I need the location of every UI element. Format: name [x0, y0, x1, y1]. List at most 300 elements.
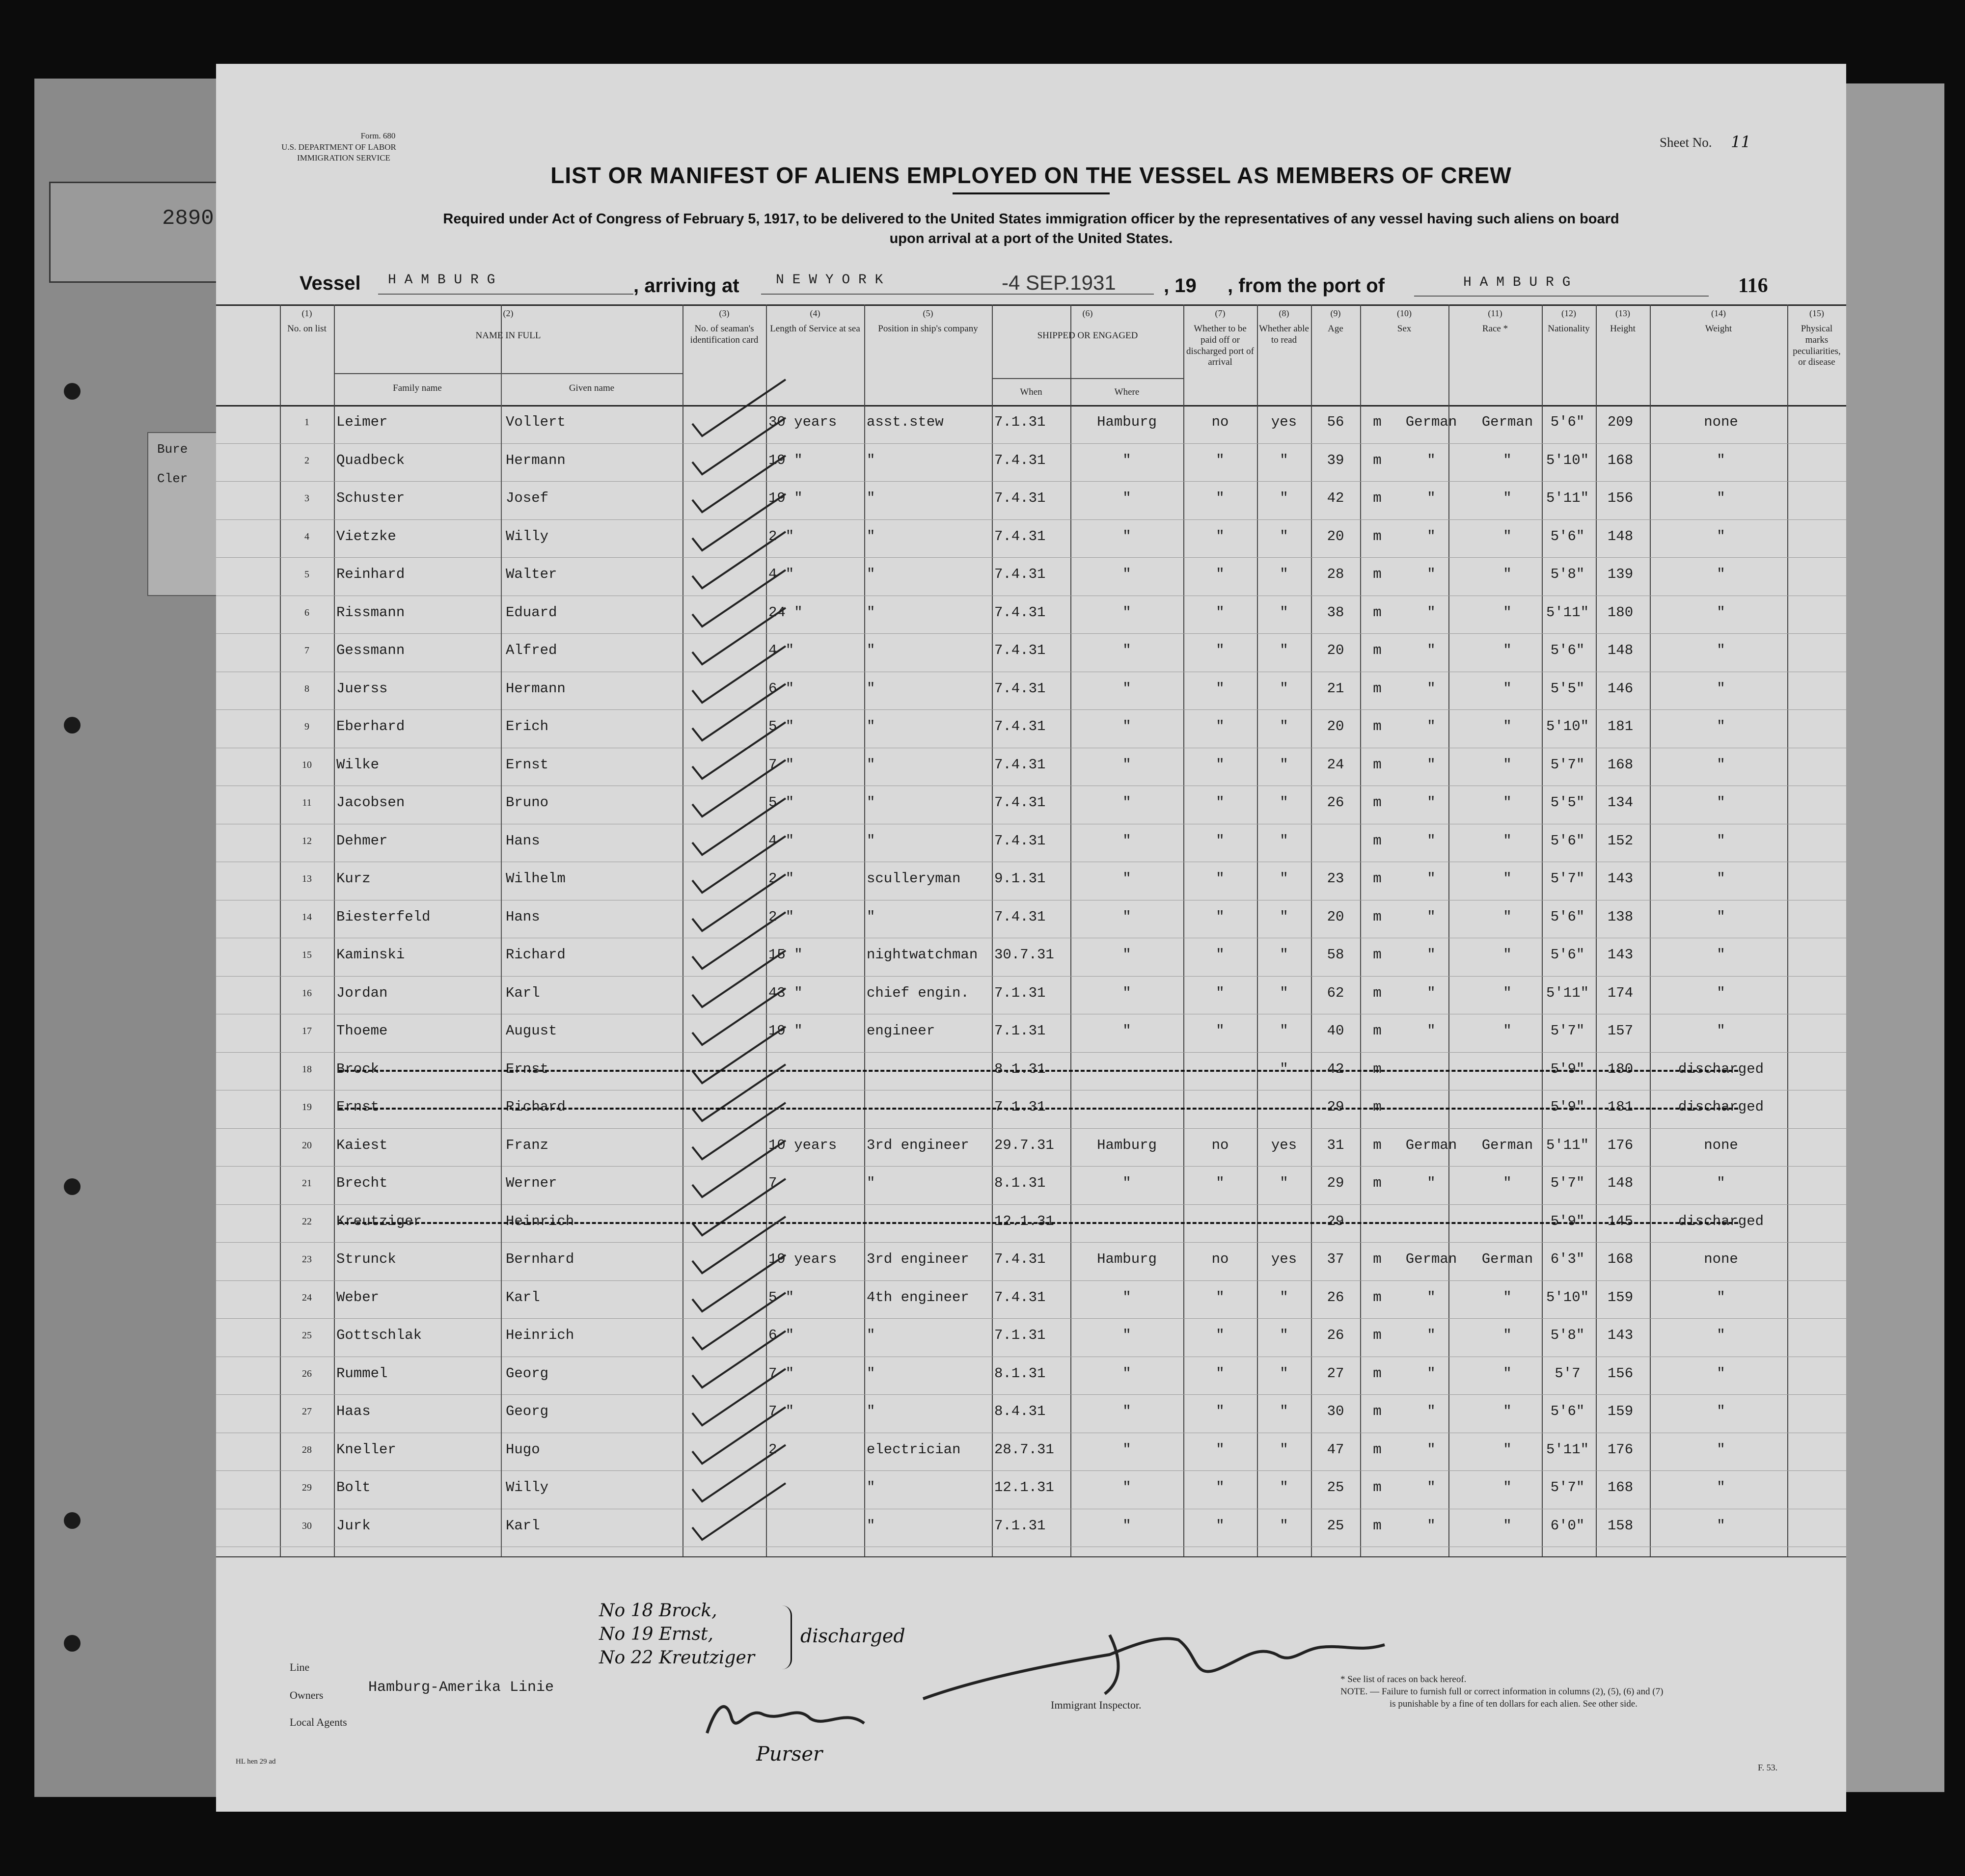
given-name: Hermann	[506, 680, 566, 697]
physical-marks: "	[1717, 1175, 1725, 1191]
able-to-read: "	[1280, 984, 1288, 1001]
service-length: 4 "	[768, 566, 794, 582]
nationality: "	[1503, 832, 1512, 849]
table-row	[216, 604, 1846, 634]
column-label: No. on list	[287, 324, 327, 334]
age: 42	[1327, 490, 1344, 506]
sex: m	[1373, 1289, 1382, 1305]
shipped-when: 30.7.31	[994, 947, 1054, 963]
height: 6'3"	[1550, 1251, 1585, 1267]
race: "	[1427, 718, 1436, 734]
handwritten-note-1: No 18 Brock,	[599, 1601, 717, 1621]
family-name: Strunck	[336, 1251, 396, 1267]
service-length: 6 "	[768, 1327, 794, 1343]
rownum: 3	[304, 493, 309, 504]
service-length: 7 "	[768, 1403, 794, 1419]
age: 56	[1327, 414, 1344, 430]
able-to-read: "	[1280, 528, 1288, 544]
rownum: 6	[304, 607, 309, 618]
table-row	[216, 1327, 1846, 1357]
row-rule	[216, 519, 1846, 520]
position: chief engin.	[867, 984, 969, 1001]
sex: m	[1373, 1327, 1382, 1343]
able-to-read: "	[1280, 1175, 1288, 1191]
family-name: Brecht	[336, 1175, 388, 1191]
from-port-label: , from the port of	[1228, 275, 1385, 297]
shipped-when: 7.4.31	[994, 604, 1046, 621]
punch-hole	[64, 1178, 81, 1195]
sex: m	[1373, 1479, 1382, 1495]
family-name: Jurk	[336, 1517, 371, 1534]
physical-marks: "	[1717, 1479, 1725, 1495]
physical-marks: "	[1717, 642, 1725, 658]
family-name: Rummel	[336, 1365, 388, 1382]
column-label: No. of seaman's identification card	[690, 324, 759, 345]
stamp-number: 2890	[162, 206, 214, 231]
paid-off: "	[1216, 1517, 1225, 1534]
service-length: 4 "	[768, 642, 794, 658]
given-name: Bruno	[506, 794, 549, 811]
sheet-label: Sheet No.	[1660, 135, 1712, 150]
age: 27	[1327, 1365, 1344, 1382]
race: "	[1427, 452, 1436, 468]
weight: 139	[1607, 566, 1634, 582]
family-name: Kreutziger	[336, 1213, 422, 1229]
position: "	[867, 680, 875, 697]
service-length: 2 "	[768, 528, 794, 544]
rownum: 27	[302, 1406, 312, 1417]
handwritten-discharged: discharged	[800, 1625, 905, 1647]
check-mark	[692, 856, 791, 900]
sex: m	[1373, 490, 1382, 506]
line-label: Line	[290, 1661, 310, 1673]
title-underline	[953, 192, 1110, 194]
paid-off: "	[1216, 756, 1225, 773]
paid-off: "	[1216, 870, 1225, 887]
sex: m	[1373, 1441, 1382, 1458]
sex: m	[1373, 1251, 1382, 1267]
able-to-read: "	[1280, 1365, 1288, 1382]
column-number: (3)	[719, 308, 730, 318]
check-mark	[692, 475, 791, 519]
shipped-where: "	[1122, 1403, 1131, 1419]
column-label: Physical marks peculiarities, or disease	[1793, 324, 1841, 368]
shipped-where: "	[1122, 718, 1131, 734]
table-row	[216, 794, 1846, 824]
age: 25	[1327, 1517, 1344, 1534]
service-length: 19 "	[768, 490, 803, 506]
position: engineer	[867, 1023, 935, 1039]
height: 5'7	[1555, 1365, 1581, 1382]
position: "	[867, 566, 875, 582]
sheet-number: 11	[1731, 133, 1751, 151]
row-rule	[216, 1318, 1846, 1319]
height: 5'11"	[1546, 1137, 1589, 1153]
able-to-read: "	[1280, 452, 1288, 468]
position: "	[867, 528, 875, 544]
race: "	[1427, 870, 1436, 887]
able-to-read: "	[1280, 604, 1288, 621]
able-to-read: yes	[1271, 414, 1297, 430]
race: German	[1405, 1251, 1457, 1267]
height: 6'0"	[1550, 1517, 1585, 1534]
family-name: Wilke	[336, 756, 380, 773]
position: "	[867, 1479, 875, 1495]
paid-off: "	[1216, 832, 1225, 849]
column-sublabel: Family name	[393, 383, 442, 393]
age: 58	[1327, 947, 1344, 963]
race: "	[1427, 794, 1436, 811]
age: 20	[1327, 642, 1344, 658]
service-length: 5 "	[768, 1289, 794, 1305]
given-name: Franz	[506, 1137, 549, 1153]
given-name: Hugo	[506, 1441, 540, 1458]
rownum: 9	[304, 721, 309, 732]
physical-marks: "	[1717, 490, 1725, 506]
shipped-when: 7.4.31	[994, 718, 1046, 734]
paid-off: "	[1216, 1175, 1225, 1191]
paid-off: "	[1216, 1479, 1225, 1495]
service-length: 7 "	[768, 1365, 794, 1382]
race: "	[1427, 1365, 1436, 1382]
table-row	[216, 1251, 1846, 1280]
family-name: Gottschlak	[336, 1327, 422, 1343]
table-row	[216, 528, 1846, 558]
weight: 156	[1607, 1365, 1634, 1382]
shipped-when: 12.1.31	[994, 1213, 1054, 1229]
height: 5'5"	[1550, 680, 1585, 697]
given-name: Vollert	[506, 414, 566, 430]
column-number: (13)	[1615, 308, 1630, 318]
sex: m	[1373, 870, 1382, 887]
shipped-where: "	[1122, 604, 1131, 621]
position: 4th engineer	[867, 1289, 969, 1305]
service-length: 10 years	[768, 1137, 837, 1153]
check-mark	[692, 590, 791, 634]
row-rule	[216, 1242, 1846, 1243]
table-row	[216, 452, 1846, 482]
sex: m	[1373, 718, 1382, 734]
table-row	[216, 1479, 1846, 1509]
able-to-read: "	[1280, 566, 1288, 582]
check-mark	[692, 1351, 791, 1395]
shipped-when: 7.4.31	[994, 794, 1046, 811]
table-row	[216, 985, 1846, 1014]
position: "	[867, 718, 875, 734]
sex: m	[1373, 908, 1382, 925]
height: 5'6"	[1550, 947, 1585, 963]
sex: m	[1373, 1060, 1382, 1077]
physical-marks: "	[1717, 1403, 1725, 1419]
column-header	[1596, 308, 1650, 335]
rownum: 19	[302, 1102, 312, 1113]
height: 5'6"	[1550, 908, 1585, 925]
age: 26	[1327, 1289, 1344, 1305]
bottom-left-code: HL hen 29 ad	[236, 1758, 276, 1766]
rownum: 23	[302, 1254, 312, 1265]
race: "	[1427, 947, 1436, 963]
punch-hole	[64, 717, 81, 734]
height: 5'7"	[1550, 1023, 1585, 1039]
service-length: 5 "	[768, 794, 794, 811]
age: 30	[1327, 1403, 1344, 1419]
family-name: Ernst	[336, 1099, 380, 1115]
weight: 143	[1607, 1327, 1634, 1343]
form-code: F. 53.	[1758, 1763, 1778, 1772]
row-rule	[216, 443, 1846, 444]
position: "	[867, 642, 875, 658]
nationality: "	[1503, 490, 1512, 506]
rownum: 22	[302, 1216, 312, 1227]
height: 5'6"	[1550, 832, 1585, 849]
subtitle-line-1: Required under Act of Congress of February 5, 1917, to be delivered to the United States immigration officer by the representatives of any vessel having such aliens on board	[443, 211, 1619, 227]
column-header	[1787, 308, 1846, 368]
owners-label: Owners	[290, 1689, 324, 1701]
race: "	[1427, 680, 1436, 697]
rownum: 28	[302, 1444, 312, 1455]
paid-off: "	[1216, 642, 1225, 658]
family-name: Brock	[336, 1060, 380, 1077]
service-length: 2 "	[768, 870, 794, 887]
check-mark	[692, 1427, 791, 1471]
row-rule	[216, 1280, 1846, 1281]
sex: m	[1373, 1365, 1382, 1382]
race: "	[1427, 1479, 1436, 1495]
column-sublabel: When	[1020, 387, 1042, 397]
sex: m	[1373, 832, 1382, 849]
service-length: 24 "	[768, 604, 803, 621]
physical-marks: discharged	[1678, 1213, 1764, 1229]
table-row	[216, 1175, 1846, 1204]
able-to-read: "	[1280, 1060, 1288, 1077]
race: "	[1427, 1517, 1436, 1534]
punch-hole	[64, 1512, 81, 1529]
rownum: 20	[302, 1140, 312, 1151]
able-to-read: "	[1280, 1517, 1288, 1534]
column-header	[1360, 308, 1448, 335]
table-row	[216, 870, 1846, 900]
weight: 168	[1607, 452, 1634, 468]
service-length: 30 years	[768, 414, 837, 430]
family-name: Jordan	[336, 984, 388, 1001]
given-name: August	[506, 1023, 557, 1039]
shipped-where: "	[1122, 947, 1131, 963]
position: asst.stew	[867, 414, 944, 430]
row-rule	[216, 976, 1846, 977]
column-number: (15)	[1809, 308, 1824, 318]
table-row	[216, 757, 1846, 786]
races-note: * See list of races on back hereof.	[1340, 1674, 1467, 1685]
column-header	[334, 308, 682, 342]
strike-line	[339, 1108, 1738, 1110]
shipped-where: "	[1122, 490, 1131, 506]
table-row	[216, 1365, 1846, 1395]
shipped-when: 7.4.31	[994, 680, 1046, 697]
race: "	[1427, 756, 1436, 773]
column-header	[1257, 308, 1311, 346]
sex: m	[1373, 1099, 1382, 1115]
shipped-where: "	[1122, 1365, 1131, 1382]
weight: 180	[1607, 604, 1634, 621]
given-name: Ernst	[506, 756, 549, 773]
height: 5'7"	[1550, 870, 1585, 887]
row-rule	[216, 1166, 1846, 1167]
service-length: 5 "	[768, 718, 794, 734]
check-mark	[692, 894, 791, 938]
check-mark	[692, 1084, 791, 1128]
shipped-subhead-rule	[992, 378, 1183, 379]
table-row	[216, 1289, 1846, 1319]
paid-off: "	[1216, 528, 1225, 544]
table-row	[216, 1441, 1846, 1471]
given-name: Willy	[506, 1479, 549, 1495]
check-mark	[692, 1236, 791, 1280]
service-length: 7 "	[768, 756, 794, 773]
race: "	[1427, 984, 1436, 1001]
given-name: Karl	[506, 1517, 540, 1534]
column-number: (4)	[810, 308, 820, 318]
shipped-when: 8.1.31	[994, 1060, 1046, 1077]
able-to-read: yes	[1271, 1251, 1297, 1267]
paid-off: "	[1216, 1403, 1225, 1419]
shipped-when: 7.1.31	[994, 1327, 1046, 1343]
shipped-when: 7.4.31	[994, 1289, 1046, 1305]
age: 29	[1327, 1213, 1344, 1229]
position: "	[867, 832, 875, 849]
shipped-when: 9.1.31	[994, 870, 1046, 887]
rownum: 14	[302, 911, 312, 923]
service-length: 43 "	[768, 984, 803, 1001]
rownum: 21	[302, 1178, 312, 1189]
check-mark	[692, 1388, 791, 1433]
rownum: 13	[302, 873, 312, 884]
nationality: German	[1481, 414, 1533, 430]
height: 5'11"	[1546, 490, 1589, 506]
shipped-where: "	[1122, 1327, 1131, 1343]
race: "	[1427, 1023, 1436, 1039]
rownum: 5	[304, 569, 309, 580]
nationality: "	[1503, 1365, 1512, 1382]
age: 29	[1327, 1099, 1344, 1115]
physical-marks: "	[1717, 566, 1725, 582]
service-length: 2	[768, 1441, 777, 1458]
shipped-where: "	[1122, 642, 1131, 658]
age: 28	[1327, 566, 1344, 582]
race: "	[1427, 1441, 1436, 1458]
rownum: 30	[302, 1520, 312, 1531]
rownum: 2	[304, 455, 309, 466]
height: 5'11"	[1546, 984, 1589, 1001]
column-number: (10)	[1397, 308, 1412, 318]
able-to-read: "	[1280, 1479, 1288, 1495]
weight: 146	[1607, 680, 1634, 697]
side-card-text-1: Bure	[157, 442, 188, 457]
shipped-where: "	[1122, 756, 1131, 773]
age: 29	[1327, 1175, 1344, 1191]
age: 20	[1327, 908, 1344, 925]
table-row	[216, 909, 1846, 938]
check-mark	[692, 1312, 791, 1357]
table-row	[216, 718, 1846, 748]
column-header	[766, 308, 864, 335]
race: "	[1427, 490, 1436, 506]
race: German	[1405, 1137, 1457, 1153]
date-stamp: -4 SEP.1931	[1002, 271, 1116, 294]
nationality: "	[1503, 1327, 1512, 1343]
check-mark	[692, 1046, 791, 1090]
brace	[781, 1605, 792, 1669]
given-name: Willy	[506, 528, 549, 544]
rownum: 26	[302, 1368, 312, 1379]
shipped-when: 7.1.31	[994, 1023, 1046, 1039]
nationality: "	[1503, 452, 1512, 468]
physical-marks: "	[1717, 528, 1725, 544]
paid-off: no	[1211, 1137, 1229, 1153]
weight: 157	[1607, 1023, 1634, 1039]
weight: 176	[1607, 1441, 1634, 1458]
shipped-where: "	[1122, 794, 1131, 811]
departure-port: H A M B U R G	[1463, 275, 1571, 290]
shipped-when: 8.1.31	[994, 1365, 1046, 1382]
nationality: "	[1503, 756, 1512, 773]
arrival-port: N E W Y O R K	[776, 272, 883, 288]
vessel-label: Vessel	[300, 272, 361, 294]
family-name: Dehmer	[336, 832, 388, 849]
shipped-where: "	[1122, 984, 1131, 1001]
weight: 148	[1607, 528, 1634, 544]
height: 5'9"	[1550, 1213, 1585, 1229]
table-row	[216, 833, 1846, 862]
height: 5'5"	[1550, 794, 1585, 811]
shipped-where: "	[1122, 1441, 1131, 1458]
paid-off: "	[1216, 1441, 1225, 1458]
given-name: Josef	[506, 490, 549, 506]
row-rule	[216, 1394, 1846, 1395]
local-agents-label: Local Agents	[290, 1716, 347, 1728]
column-label: Position in ship's company	[878, 324, 978, 334]
family-name: Juerss	[336, 680, 388, 697]
name-subhead-rule	[334, 373, 682, 374]
weight: 143	[1607, 870, 1634, 887]
check-mark	[692, 666, 791, 710]
position: "	[867, 1175, 875, 1191]
paid-off: "	[1216, 794, 1225, 811]
physical-marks: "	[1717, 718, 1725, 734]
race: "	[1427, 528, 1436, 544]
able-to-read: "	[1280, 832, 1288, 849]
shipped-where: "	[1122, 908, 1131, 925]
physical-marks: discharged	[1678, 1099, 1764, 1115]
family-name: Schuster	[336, 490, 405, 506]
physical-marks: "	[1717, 1023, 1725, 1039]
weight: 180	[1607, 1060, 1634, 1077]
age: 25	[1327, 1479, 1344, 1495]
check-mark	[692, 437, 791, 482]
row-rule	[216, 1470, 1846, 1471]
sex: m	[1373, 452, 1382, 468]
vessel-underline	[378, 294, 633, 295]
service-length: 6 "	[768, 680, 794, 697]
nationality: "	[1503, 1403, 1512, 1419]
column-header	[1183, 308, 1257, 368]
position: "	[867, 1327, 875, 1343]
page-number: 116	[1738, 274, 1768, 297]
table-row	[216, 1023, 1846, 1052]
shipped-where: Hamburg	[1097, 1137, 1157, 1153]
height: 5'10"	[1546, 452, 1589, 468]
nationality: "	[1503, 604, 1512, 621]
rownum: 29	[302, 1482, 312, 1493]
